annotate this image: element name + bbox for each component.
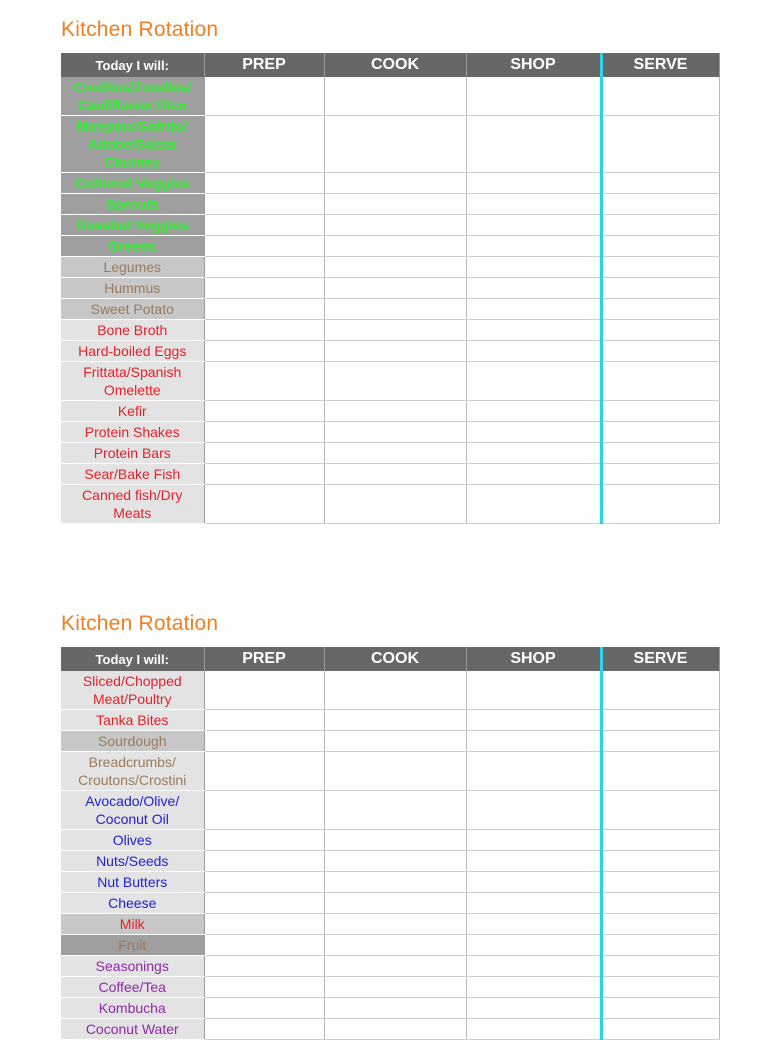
cell-cook[interactable] — [324, 1019, 466, 1040]
cell-shop[interactable] — [466, 236, 601, 257]
cell-shop[interactable] — [466, 173, 601, 194]
cell-shop[interactable] — [466, 998, 601, 1019]
header-serve: SERVE — [601, 53, 719, 77]
row-label: Milk — [61, 914, 204, 935]
cell-prep[interactable] — [204, 341, 324, 362]
row-label: Hummus — [61, 278, 204, 299]
cell-cook[interactable] — [324, 464, 466, 485]
cell-serve[interactable] — [601, 791, 719, 830]
header-today: Today I will: — [61, 647, 204, 671]
cell-prep[interactable] — [204, 215, 324, 236]
row-label: Protein Shakes — [61, 422, 204, 443]
cell-serve[interactable] — [601, 671, 719, 710]
row-label: Mirepoix/Sofrito/ Adobo/Salsa/ Chutney — [61, 116, 204, 173]
cell-cook[interactable] — [324, 998, 466, 1019]
row-label: Bone Broth — [61, 320, 204, 341]
cell-shop[interactable] — [466, 893, 601, 914]
cell-shop[interactable] — [466, 1019, 601, 1040]
cell-shop[interactable] — [466, 671, 601, 710]
header-shop: SHOP — [466, 53, 601, 77]
section-title: Kitchen Rotation — [61, 18, 219, 41]
cell-prep[interactable] — [204, 731, 324, 752]
cell-serve[interactable] — [601, 956, 719, 977]
cell-serve[interactable] — [601, 872, 719, 893]
cell-shop[interactable] — [466, 752, 601, 791]
cell-prep[interactable] — [204, 257, 324, 278]
cell-shop[interactable] — [466, 956, 601, 977]
cell-prep[interactable] — [204, 116, 324, 173]
table-row — [61, 914, 719, 935]
cell-serve[interactable] — [601, 464, 719, 485]
cell-shop[interactable] — [466, 872, 601, 893]
row-label: Nuts/Seeds — [61, 851, 204, 872]
cell-shop[interactable] — [466, 215, 601, 236]
cell-cook[interactable] — [324, 236, 466, 257]
cell-cook[interactable] — [324, 341, 466, 362]
table-row — [61, 257, 719, 278]
cell-prep[interactable] — [204, 935, 324, 956]
table-row — [61, 422, 719, 443]
cell-prep[interactable] — [204, 914, 324, 935]
row-label: Seasonings — [61, 956, 204, 977]
cell-serve[interactable] — [601, 851, 719, 872]
table-row — [61, 173, 719, 194]
cell-shop[interactable] — [466, 443, 601, 464]
cell-cook[interactable] — [324, 362, 466, 401]
header-prep: PREP — [204, 647, 324, 671]
cell-prep[interactable] — [204, 299, 324, 320]
cell-shop[interactable] — [466, 401, 601, 422]
table-row — [61, 236, 719, 257]
header-row — [61, 647, 719, 671]
cell-serve[interactable] — [601, 485, 719, 524]
cell-shop[interactable] — [466, 731, 601, 752]
cell-serve[interactable] — [601, 401, 719, 422]
table-row — [61, 710, 719, 731]
cell-prep[interactable] — [204, 791, 324, 830]
row-label: Sweet Potato — [61, 299, 204, 320]
cell-cook[interactable] — [324, 830, 466, 851]
cell-cook[interactable] — [324, 116, 466, 173]
row-label: Kombucha — [61, 998, 204, 1019]
cell-serve[interactable] — [601, 977, 719, 998]
table-row — [61, 215, 719, 236]
cell-serve[interactable] — [601, 278, 719, 299]
row-label: Coconut Water — [61, 1019, 204, 1040]
cell-shop[interactable] — [466, 851, 601, 872]
cell-serve[interactable] — [601, 830, 719, 851]
row-label: Cultured Veggies — [61, 173, 204, 194]
cell-shop[interactable] — [466, 710, 601, 731]
row-label: Canned fish/Dry Meats — [61, 485, 204, 524]
cell-cook[interactable] — [324, 299, 466, 320]
table-row — [61, 194, 719, 215]
cell-serve[interactable] — [601, 215, 719, 236]
cell-cook[interactable] — [324, 752, 466, 791]
row-label: Protein Bars — [61, 443, 204, 464]
cell-cook[interactable] — [324, 257, 466, 278]
cell-cook[interactable] — [324, 215, 466, 236]
cell-shop[interactable] — [466, 299, 601, 320]
cell-shop[interactable] — [466, 77, 601, 116]
section-title: Kitchen Rotation — [61, 612, 219, 635]
cell-prep[interactable] — [204, 443, 324, 464]
cell-shop[interactable] — [466, 977, 601, 998]
cell-serve[interactable] — [601, 341, 719, 362]
cell-prep[interactable] — [204, 710, 324, 731]
cell-cook[interactable] — [324, 710, 466, 731]
cell-shop[interactable] — [466, 914, 601, 935]
header-serve: SERVE — [601, 647, 719, 671]
table-row — [61, 485, 719, 524]
cell-shop[interactable] — [466, 278, 601, 299]
row-label: Fruit — [61, 935, 204, 956]
cell-prep[interactable] — [204, 173, 324, 194]
row-label: Crudites/Zoodles/ Cauliflower Rice — [61, 77, 204, 116]
row-label: Frittata/Spanish Omelette — [61, 362, 204, 401]
cell-serve[interactable] — [601, 1019, 719, 1040]
cell-shop[interactable] — [466, 257, 601, 278]
table-row — [61, 77, 719, 116]
cell-prep[interactable] — [204, 671, 324, 710]
cell-cook[interactable] — [324, 893, 466, 914]
row-label: Nut Butters — [61, 872, 204, 893]
cell-shop[interactable] — [466, 935, 601, 956]
cell-prep[interactable] — [204, 194, 324, 215]
cell-prep[interactable] — [204, 401, 324, 422]
cell-serve[interactable] — [601, 236, 719, 257]
cell-serve[interactable] — [601, 173, 719, 194]
cell-shop[interactable] — [466, 194, 601, 215]
cell-shop[interactable] — [466, 362, 601, 401]
cell-cook[interactable] — [324, 422, 466, 443]
cell-prep[interactable] — [204, 77, 324, 116]
cell-prep[interactable] — [204, 872, 324, 893]
row-label: Sliced/Chopped Meat/Poultry — [61, 671, 204, 710]
cell-prep[interactable] — [204, 851, 324, 872]
cell-serve[interactable] — [601, 752, 719, 791]
row-label: Cheese — [61, 893, 204, 914]
cell-prep[interactable] — [204, 236, 324, 257]
table-row — [61, 464, 719, 485]
header-cook: COOK — [324, 53, 466, 77]
cell-serve[interactable] — [601, 710, 719, 731]
rotation-table — [61, 647, 720, 1040]
cell-prep[interactable] — [204, 893, 324, 914]
cell-serve[interactable] — [601, 914, 719, 935]
cell-prep[interactable] — [204, 278, 324, 299]
header-shop: SHOP — [466, 647, 601, 671]
row-label: Sear/Bake Fish — [61, 464, 204, 485]
row-label: Roasted Veggies — [61, 215, 204, 236]
table-row — [61, 752, 719, 791]
table-row — [61, 401, 719, 422]
cell-serve[interactable] — [601, 194, 719, 215]
row-label: Avocado/Olive/ Coconut Oil — [61, 791, 204, 830]
cell-cook[interactable] — [324, 872, 466, 893]
table-row — [61, 341, 719, 362]
table-row — [61, 278, 719, 299]
cell-cook[interactable] — [324, 443, 466, 464]
cell-serve[interactable] — [601, 77, 719, 116]
cell-shop[interactable] — [466, 830, 601, 851]
cell-serve[interactable] — [601, 893, 719, 914]
row-label: Legumes — [61, 257, 204, 278]
table-row — [61, 299, 719, 320]
cell-cook[interactable] — [324, 401, 466, 422]
cell-serve[interactable] — [601, 731, 719, 752]
table-row — [61, 956, 719, 977]
cell-cook[interactable] — [324, 194, 466, 215]
cell-serve[interactable] — [601, 257, 719, 278]
cell-prep[interactable] — [204, 464, 324, 485]
cell-cook[interactable] — [324, 320, 466, 341]
row-label: Tanka Bites — [61, 710, 204, 731]
cell-cook[interactable] — [324, 791, 466, 830]
cell-cook[interactable] — [324, 935, 466, 956]
cell-cook[interactable] — [324, 731, 466, 752]
table-row — [61, 362, 719, 401]
cell-serve[interactable] — [601, 299, 719, 320]
cell-cook[interactable] — [324, 77, 466, 116]
cell-cook[interactable] — [324, 485, 466, 524]
cell-serve[interactable] — [601, 116, 719, 173]
cell-serve[interactable] — [601, 935, 719, 956]
row-label: Breadcrumbs/ Croutons/Crostini — [61, 752, 204, 791]
cell-prep[interactable] — [204, 998, 324, 1019]
row-label: Sourdough — [61, 731, 204, 752]
cell-prep[interactable] — [204, 752, 324, 791]
header-cook: COOK — [324, 647, 466, 671]
table-row — [61, 851, 719, 872]
cell-serve[interactable] — [601, 422, 719, 443]
table-row — [61, 116, 719, 173]
table-row — [61, 443, 719, 464]
cell-shop[interactable] — [466, 485, 601, 524]
cell-serve[interactable] — [601, 443, 719, 464]
table-row — [61, 731, 719, 752]
cell-serve[interactable] — [601, 998, 719, 1019]
cell-prep[interactable] — [204, 422, 324, 443]
table-row — [61, 791, 719, 830]
cell-shop[interactable] — [466, 422, 601, 443]
table-row — [61, 998, 719, 1019]
cell-cook[interactable] — [324, 173, 466, 194]
row-label: Hard-boiled Eggs — [61, 341, 204, 362]
row-label: Kefir — [61, 401, 204, 422]
table-row — [61, 977, 719, 998]
row-label: Olives — [61, 830, 204, 851]
cell-cook[interactable] — [324, 956, 466, 977]
header-today: Today I will: — [61, 53, 204, 77]
table-row — [61, 893, 719, 914]
cell-cook[interactable] — [324, 278, 466, 299]
cell-serve[interactable] — [601, 362, 719, 401]
table-row — [61, 320, 719, 341]
cell-shop[interactable] — [466, 116, 601, 173]
cell-shop[interactable] — [466, 464, 601, 485]
cell-cook[interactable] — [324, 851, 466, 872]
row-label: Coffee/Tea — [61, 977, 204, 998]
cell-prep[interactable] — [204, 485, 324, 524]
table-row — [61, 935, 719, 956]
cell-prep[interactable] — [204, 830, 324, 851]
row-label: Greens — [61, 236, 204, 257]
cell-serve[interactable] — [601, 320, 719, 341]
cell-cook[interactable] — [324, 671, 466, 710]
cell-prep[interactable] — [204, 977, 324, 998]
cell-shop[interactable] — [466, 341, 601, 362]
cell-prep[interactable] — [204, 956, 324, 977]
header-prep: PREP — [204, 53, 324, 77]
table-row — [61, 1019, 719, 1040]
cell-shop[interactable] — [466, 320, 601, 341]
rotation-table — [61, 53, 720, 524]
table-row — [61, 671, 719, 710]
table-row — [61, 830, 719, 851]
row-label: Sprouts — [61, 194, 204, 215]
cell-prep[interactable] — [204, 1019, 324, 1040]
cell-cook[interactable] — [324, 914, 466, 935]
cell-cook[interactable] — [324, 977, 466, 998]
cell-prep[interactable] — [204, 362, 324, 401]
cell-prep[interactable] — [204, 320, 324, 341]
header-row — [61, 53, 719, 77]
cell-shop[interactable] — [466, 791, 601, 830]
table-row — [61, 872, 719, 893]
